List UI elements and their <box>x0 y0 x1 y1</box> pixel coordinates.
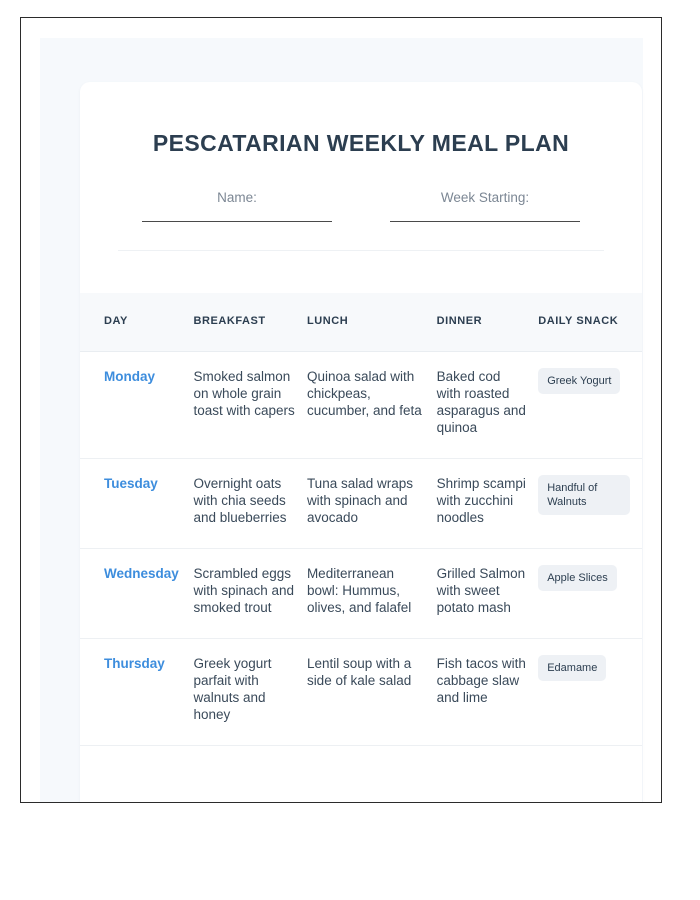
cell-lunch: Quinoa salad with chickpeas, cucumber, and feta <box>307 352 437 459</box>
cell-snack <box>538 459 642 549</box>
table-row <box>80 459 642 549</box>
meal-plan-table <box>80 293 642 746</box>
cell-day <box>80 639 193 746</box>
cell-dinner: Shrimp scampi with zucchini noodles <box>437 459 539 549</box>
cell-breakfast: Greek yogurt parfait with walnuts and honey <box>193 639 306 746</box>
cell-day <box>80 549 193 639</box>
week-starting-input-line[interactable] <box>390 221 580 222</box>
table-row <box>80 549 642 639</box>
cell-breakfast: Overnight oats with chia seeds and blueberries <box>193 459 306 549</box>
day-label: Tuesday <box>104 476 158 491</box>
table-header <box>80 293 642 352</box>
day-label: Wednesday <box>104 566 179 581</box>
cell-dinner: Fish tacos with cabbage slaw and lime <box>437 639 539 746</box>
column-header-lunch: LUNCH <box>307 293 437 352</box>
cell-snack <box>538 639 642 746</box>
table-body <box>80 352 642 746</box>
name-field-label: Name: <box>217 190 257 205</box>
cell-snack <box>538 549 642 639</box>
table-row <box>80 352 642 459</box>
name-field-block <box>142 190 332 222</box>
day-label: Thursday <box>104 656 165 671</box>
column-header-breakfast: BREAKFAST <box>193 293 306 352</box>
cell-dinner: Grilled Salmon with sweet potato mash <box>437 549 539 639</box>
section-divider <box>118 250 604 251</box>
browser-viewport-frame <box>20 17 662 803</box>
page-title: PESCATARIAN WEEKLY MEAL PLAN <box>152 130 570 156</box>
cell-lunch: Lentil soup with a side of kale salad <box>307 639 437 746</box>
snack-badge: Edamame <box>538 655 606 681</box>
cell-lunch: Tuna salad wraps with spinach and avocado <box>307 459 437 549</box>
column-header-dinner: DINNER <box>437 293 539 352</box>
page-background <box>40 38 643 803</box>
snack-badge: Handful of Walnuts <box>538 475 630 515</box>
snack-badge: Greek Yogurt <box>538 368 620 394</box>
column-header-daily-snack: DAILY SNACK <box>538 293 642 352</box>
cell-day <box>80 352 193 459</box>
form-fields <box>80 190 642 222</box>
cell-breakfast: Scrambled eggs with spinach and smoked trout <box>193 549 306 639</box>
meal-plan-sheet <box>80 82 642 803</box>
week-starting-field-block <box>390 190 580 222</box>
name-input-line[interactable] <box>142 221 332 222</box>
cell-day <box>80 459 193 549</box>
snack-badge: Apple Slices <box>538 565 617 591</box>
week-starting-field-label: Week Starting: <box>440 190 530 205</box>
cell-lunch: Mediterranean bowl: Hummus, olives, and falafel <box>307 549 437 639</box>
table-row <box>80 639 642 746</box>
cell-breakfast: Smoked salmon on whole grain toast with capers <box>193 352 306 459</box>
column-header-day: DAY <box>80 293 193 352</box>
table-header-row <box>80 293 642 352</box>
day-label: Monday <box>104 369 156 384</box>
cell-dinner: Baked cod with roasted asparagus and quinoa <box>437 352 539 459</box>
cell-snack <box>538 352 642 459</box>
